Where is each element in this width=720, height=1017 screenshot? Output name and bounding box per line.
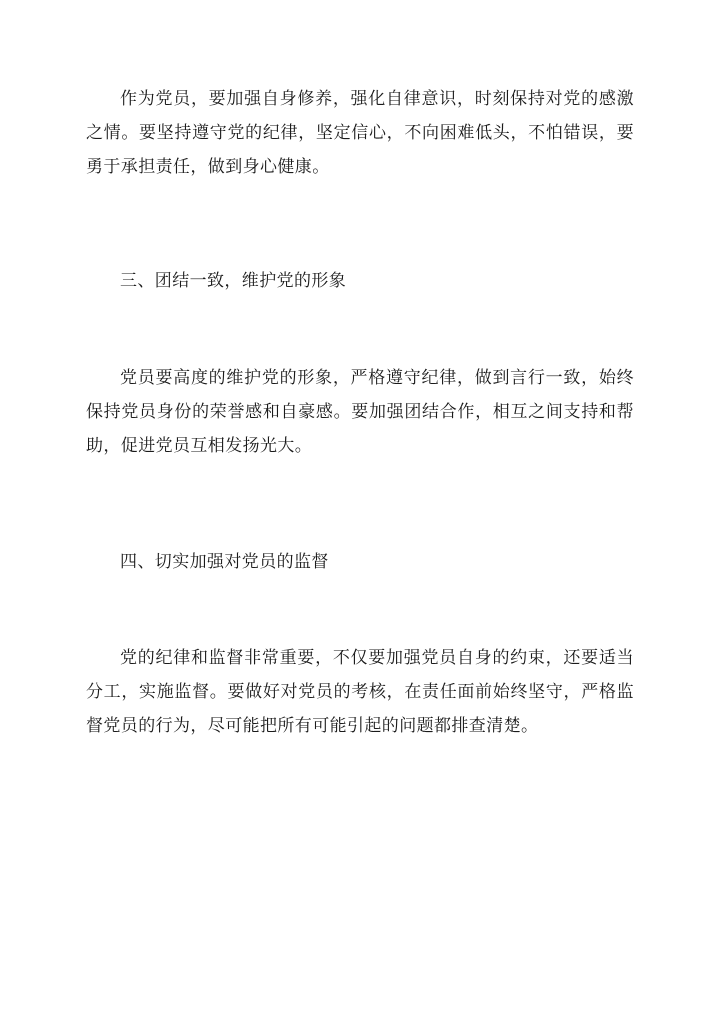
- paragraph-party-image: 党员要高度的维护党的形象，严格遵守纪律，做到言行一致，始终保持党员身份的荣誉感和自豪感。要加强团结合作，相互之间支持和帮助，促进党员互相发扬光大。: [86, 368, 634, 456]
- section-heading-unity: 三、团结一致，维护党的形象: [120, 271, 347, 291]
- paragraph-self-discipline: 作为党员，要加强自身修养，强化自律意识，时刻保持对党的感激之情。要坚持遵守党的纪律，坚定信心，不向困难低头，不怕错误，要勇于承担责任，做到身心健康。: [86, 89, 634, 177]
- section-heading-supervision: 四、切实加强对党员的监督: [120, 552, 329, 572]
- paragraph-supervision: 党的纪律和监督非常重要，不仅要加强党员自身的约束，还要适当分工，实施监督。要做好对党员的考核，在责任面前始终坚守，严格监督党员的行为，尽可能把所有可能引起的问题都排查清楚。: [86, 648, 634, 736]
